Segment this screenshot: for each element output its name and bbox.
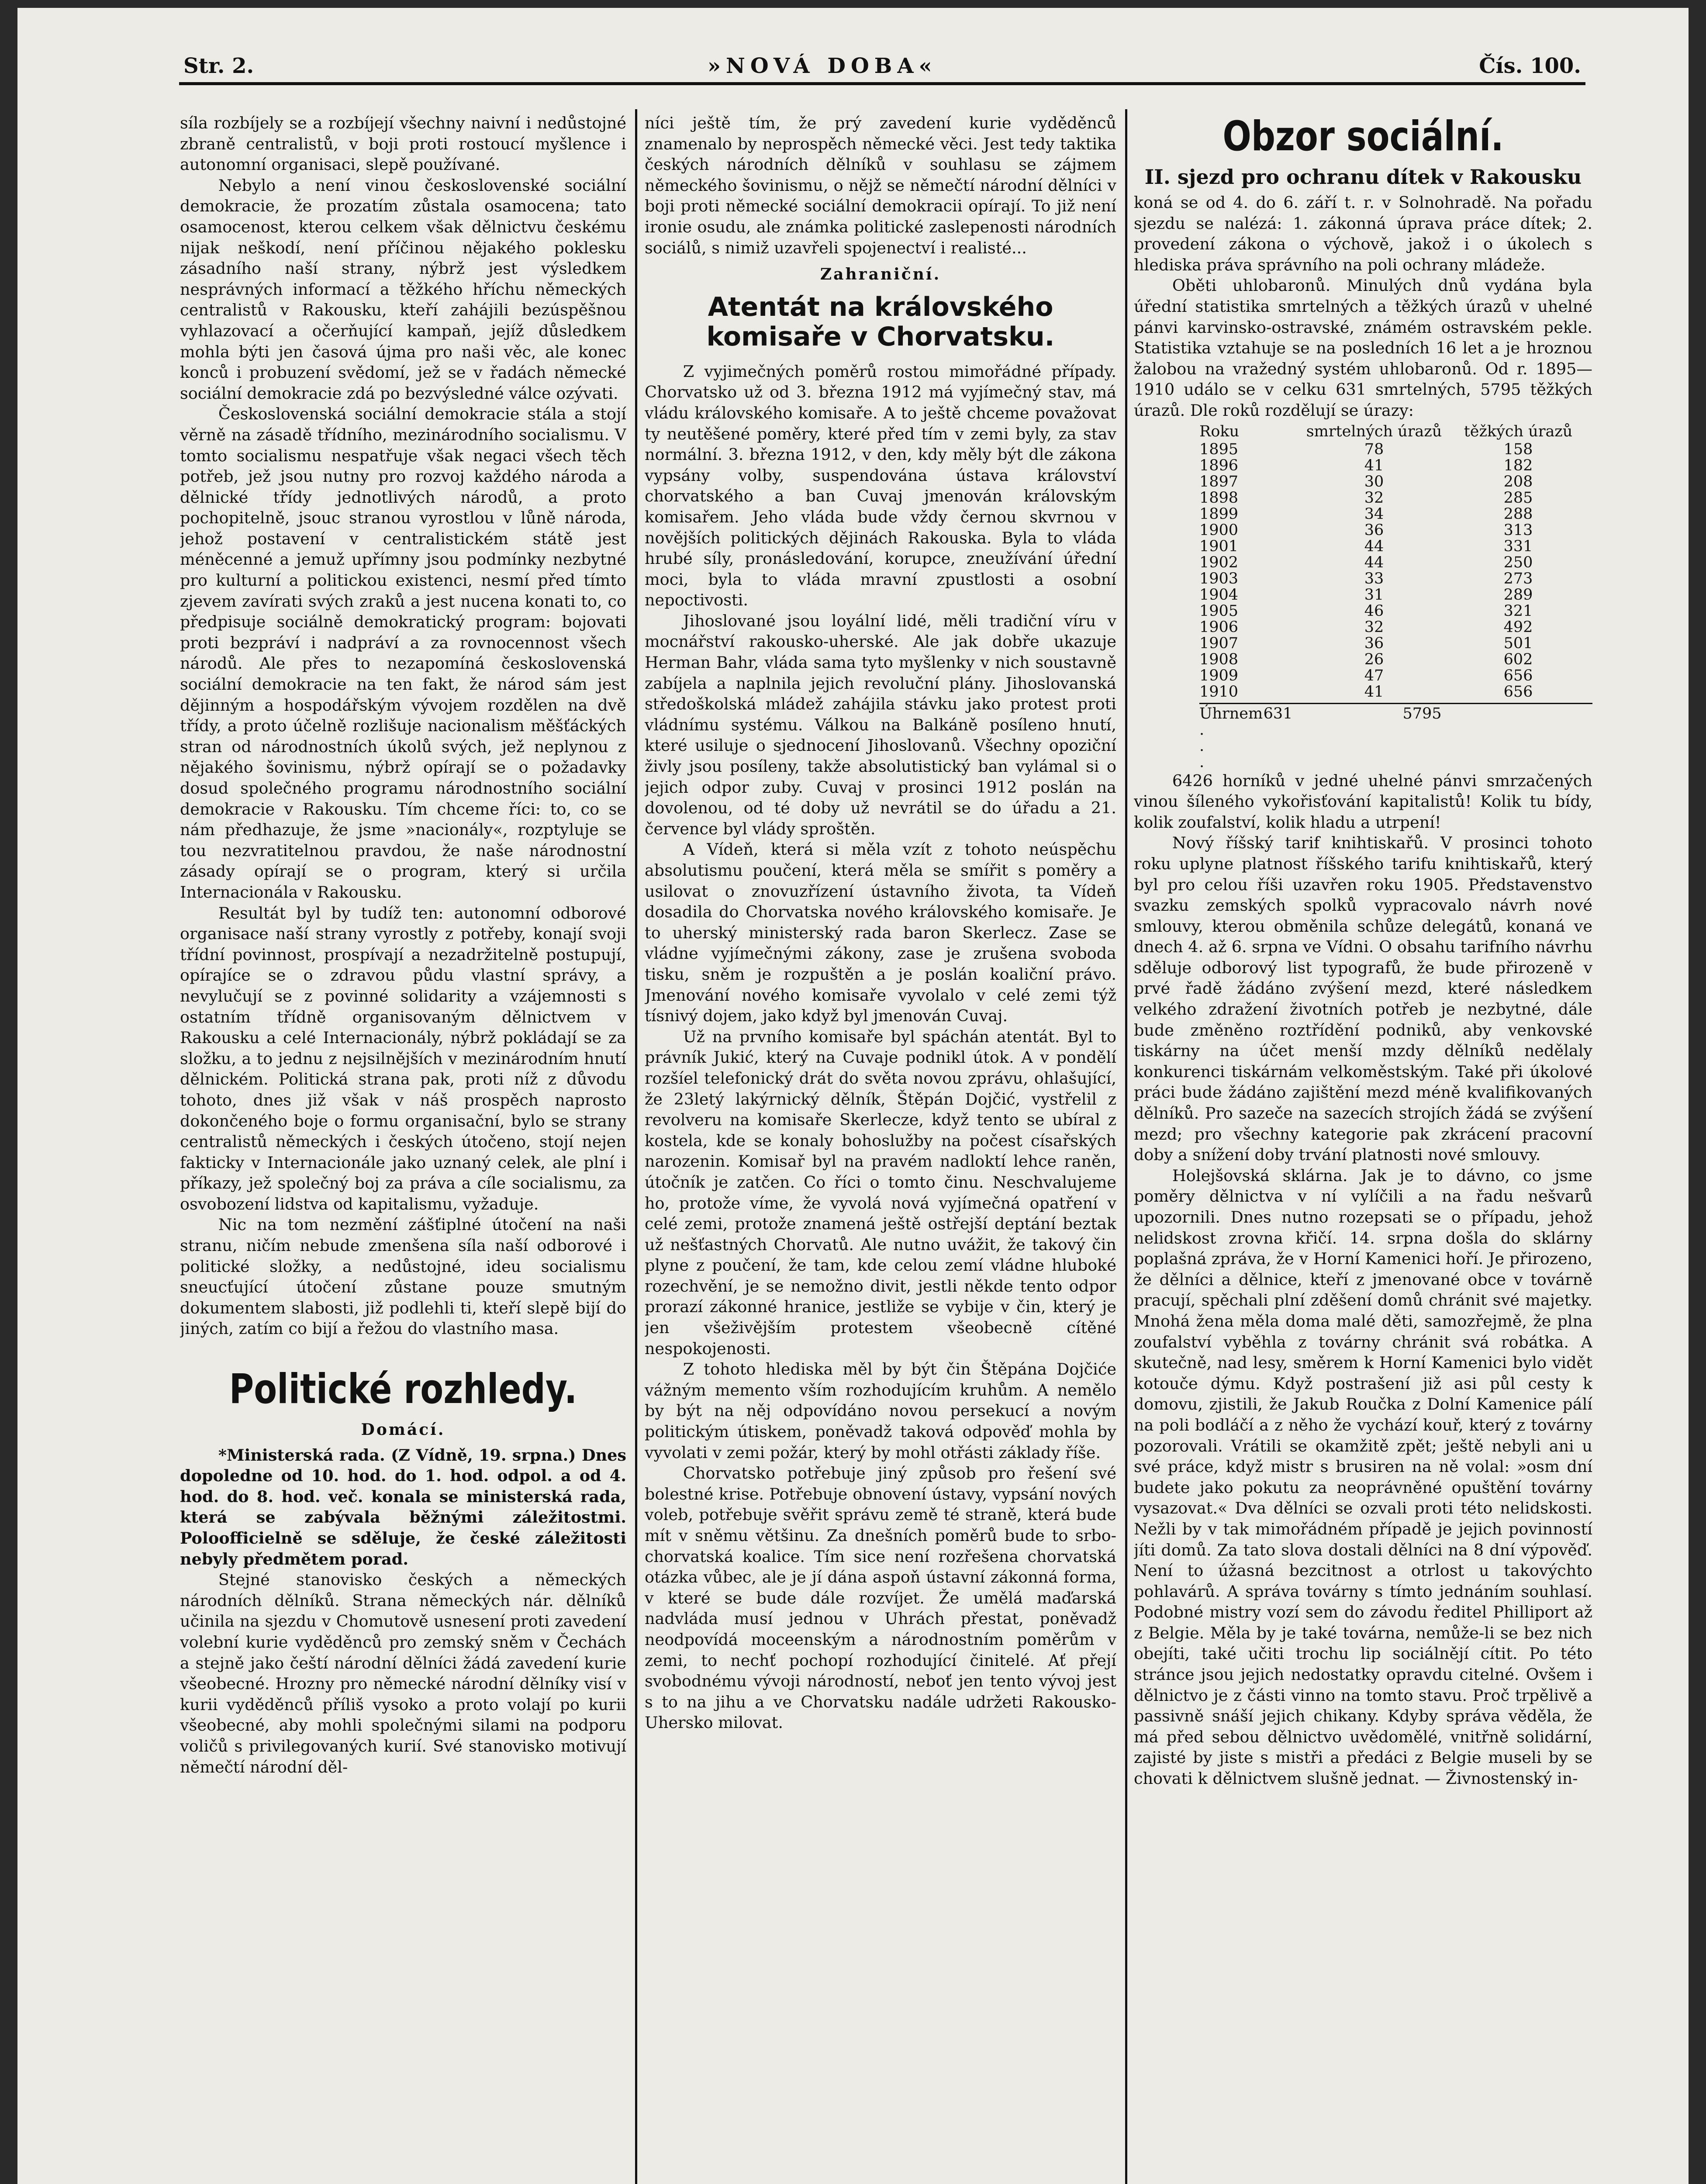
paragraph: Resultát byl by tudíž ten: autonomní odborové organisace naší strany vyrostly z potřeby, konají svoji třídní povinnost, prospívají a nezadržitelně postupují, opírajíce se o zdravou půdu vlastní správy, a nevylučují se z povinné solidarity a vzájemnosti s ostatním třídně organisovaným dělnictvem v Rakousku a celé Internacionály, nýbrž pokládají se za složku, a to jednu z nejsilnějších v mezinárodním hnutí dělnickém. Politická strana pak, proti níž z důvodu tohoto, dnes již však v náš prospěch naprosto dokončeného boje o formu organisační, bylo se strany centralistů německých i českých útočeno, stojí nejen fakticky v Internacionále jako uznaný celek, ale plní i příkazy, jež společný boj za práva a cíle socialismu, za osvobození lidstva od kapitalismu, vyžaduje.	[180, 903, 626, 1213]
column-left	[180, 113, 626, 2184]
cell-fatal: 34	[1364, 505, 1384, 523]
table-row	[1199, 668, 1592, 684]
cell-year: 1898	[1199, 489, 1239, 507]
cell-severe: 321	[1503, 602, 1533, 620]
cell-fatal: 26	[1364, 650, 1384, 668]
section-title: Politické rozhledy.	[229, 1365, 577, 1413]
cell-year: 1902	[1199, 553, 1239, 571]
paragraph: Nic na tom nezmění zášťiplné útočení na naši stranu, ničím nebude zmenšena síla naší odborové i politické složky, a nedůstojné, ideu socialismu sneucťující útočení zůstane pouze smutným dokumentem slabosti, již podlehli ti, kteří slepě bijí do jiných, zatím co bijí a řežou do vlastního masa.	[180, 1215, 626, 1338]
table-row	[1199, 458, 1592, 474]
issue-number: Čís. 100.	[1479, 54, 1581, 78]
cell-fatal: 33	[1364, 570, 1384, 587]
cell-year: 1905	[1199, 602, 1239, 620]
table-row	[1199, 571, 1592, 587]
cell-fatal: 36	[1364, 634, 1384, 652]
table-header	[1199, 424, 1592, 440]
paragraph: Chorvatsko potřebuje jiný způsob pro řešení své bolestné krise. Potřebuje obnovení ústavy, vypsání nových voleb, potřebuje svěřit správu země té straně, která bude mít v sněmu většinu. Za dnešních poměrů bude to srbo-chorvatská koalice. Tím sice není rozřešena chorvatská otázka vůbec, ale je jí dána aspoň ústavní zákonná forma, v které se bude dále rozvíjet. Že umělá maďarská nadvláda musí jednou v Uhrách přestat, poněvadž neodpovídá moceenským a národnostním poměrům v zemi, to nechť pochopí rozhodující činitelé. Ať přejí svobodnému vývoji národností, neboť jen tento vývoj jest s to na jihu a ve Chorvatsku nadále udržeti Rakousko-Uhersko milovat.	[645, 1464, 1116, 1732]
cell-severe: 273	[1503, 570, 1533, 587]
cell-year: 1897	[1199, 473, 1239, 491]
cell-year: 1895	[1199, 440, 1239, 458]
paragraph: koná se od 4. do 6. září t. r. v Solnohradě. Na pořadu sjezdu se nalézá: 1. zákonná úprava práce dítek; 2. provedení zákona o výchově, jakož i o úkolech s hlediska práva správního na poli ochrany mládeže.	[1134, 193, 1592, 274]
column-right	[1134, 113, 1592, 2184]
cell-severe: 285	[1503, 489, 1533, 507]
cell-severe: 182	[1503, 456, 1533, 474]
paragraph: Holejšovská sklárna. Jak je to dávno, co jsme poměry dělnictva v ní vylíčili a na řadu nešvarů upozornili. Dnes nutno rozepsati se o případu, jehož nelidskost zrovna křičí. 14. srpna došla do sklárny poplašná zpráva, že v Horní Kamenici hoří. Je přirozeno, že dělníci a dělnice, kteří z jmenované obce v továrně pracují, spěchali plní zděšení domů chránit své majetky. Mnohá žena měla doma malé děti, samozřejmě, že plna zoufalství vyběhla z továrny chránit svá robátka. A skutečně, nad lesy, směrem k Horní Kamenici bylo vidět kotouče dýmu. Když postrašení již asi půl cesty k domovu, zjistili, že Jakub Roučka z Dolní Kamenice pálí na poli bodláčí a z něho že vychází kouř, který z továrny pozorovali. Vrátili se okamžitě zpět; ještě nebyli ani u své práce, když mistr s brusiren na ně volal: »osm dní budete jako pokutu za neoprávněné opuštění továrny vysazovat.« Dva dělníci se ozvali proti této nelidskosti. Nežli by v tak mimořádném případě je jejich povinností jíti domů. Za tato slova dostali dělníci na 8 dní výpověď. Není to úžasná bezcitnost a otrlost u takovýchto pohlavárů. A správa továrny s tímto jednáním souhlasí. Podobné mistry vozí sem do závodu ředitel Philliport až z Belgie. Měla by je také továrna, nemůže-li se bez nich obejíti, také učiti trochu lip sociálnějí cítit. Po této stránce jsou jejich nedostatky opravdu citelné. Ovšem i dělnictvo je z části vinno na tomto stavu. Proč trpělivě a passivně snáší jejich chikany. Kdyby správa věděla, že má před sebou dělnictvo uvědomělé, vnitřně solidární, zajisté by jiste s mistři a předáci z Belgie museli by se chovati k dělnictvem slušně jednat. — Živnostenský in-	[1134, 1166, 1592, 1788]
cell-severe: 288	[1503, 505, 1533, 523]
table-row	[1199, 652, 1592, 668]
paragraph: Jihoslované jsou loyální lidé, měli tradiční víru v mocnářství rakousko-uherské. Ale jak dobře ukazuje Herman Bahr, vláda sama tyto myšlenky v nich soustavně zabíjela a naplnila jejich revoluční plány. Jihoslovanská středoškolská mládež zahájila stávku jako protest proti vládnímu systému. Válkou na Balkáně posíleno hnutí, které usiluje o sjednocení Jihoslovanů. Všechny opoziční živly jsou posíleny, takže absolutistický ban vylámal si o jejich odpor zuby. Cuvaj v prosinci 1912 poslán na dovolenou, od té doby už nevrátil se do úřadu a 21. července byl vlády sproštěn.	[645, 611, 1116, 838]
column-header: těžkých úrazů	[1464, 422, 1573, 440]
column-divider	[635, 109, 637, 2184]
column-middle	[645, 113, 1116, 2184]
cell-year: 1900	[1199, 521, 1239, 539]
accident-statistics-table	[1134, 424, 1592, 771]
cell-severe: 158	[1503, 440, 1533, 458]
paragraph: Československá sociální demokracie stála a stojí věrně na zásadě třídního, mezinárodního socialismu. V tomto socialismu nespatřuje však negaci všech těch potřeb, jež jsou nutny pro rozvoj každého národa a dělnické třídy jednotlivých národů, a proto pochopitelně, jsouc stranou vyrostlou v lůně národa, jehož postavení v centralistickém státě jest méněcenné a jemuž upřímny jsou podmínky nezbytné pro kulturní a politickou existenci, nesmí před tímto zjevem zavírati svých zraků a jest nucena konati to, co předpisuje sociálně demokratický program: bojovati proti bezpráví i nadpráví a za rovnocennost všech národů. Ale přes to nezapomíná československá sociální demokracie na ten fakt, že národ sám jest dějinným a hospodářským vývojem rozdělen na dvě třídy, a proto účelně rozlišuje nacionalism měšťáckých stran od národnostních úkolů svých, jež neplynou z nějakého šovinismu, nýbrž opírají se o požadavky dosud společného programu národnostního sociální demokracie v Rakousku. Tím chceme říci: to, co se nám předhazuje, že jsme »nacionály«, rozptyluje se tou nezvratitelnou pravdou, že naše národnostní zásady opírají se o program, který si určila Internacionála v Rakousku.	[180, 404, 626, 902]
table-row	[1199, 539, 1592, 555]
table-row	[1199, 684, 1592, 700]
cell-year: 1899	[1199, 505, 1239, 523]
cell-fatal: 78	[1364, 440, 1384, 458]
cell-year: 1901	[1199, 537, 1239, 555]
table-row	[1199, 636, 1592, 652]
newspaper-page	[17, 8, 1689, 2184]
table-total-row: Úhrnem . . . 631 5795	[1199, 703, 1592, 771]
table-row	[1199, 490, 1592, 506]
section-title: Obzor sociální.	[1223, 113, 1504, 160]
subheading: II. sjezd pro ochranu dítek v Rakousku	[1144, 165, 1582, 189]
cell-fatal: 46	[1364, 602, 1384, 620]
cell-year: 1909	[1199, 667, 1239, 684]
cell-year: 1907	[1199, 634, 1239, 652]
cell-fatal: 41	[1364, 683, 1384, 701]
table-row	[1199, 474, 1592, 490]
paragraph: Z tohoto hlediska měl by být čin Štěpána Dojčiće vážným memento vším rozhodujícím kruhům. A nemělo by být na něj odpovídáno novou persekucí a novým politickým útiskem, poněvadž taková odpověď mohla by vyvolati v zemi požár, který by mohl otřásti základy říše.	[645, 1360, 1116, 1462]
table-row	[1199, 587, 1592, 603]
cell-fatal: 47	[1364, 667, 1384, 684]
article-title: Atentát na královského komisaře v Chorvatsku.	[706, 291, 1055, 352]
newspaper-title: »NOVÁ DOBA«	[708, 54, 937, 78]
cell-fatal: 44	[1364, 553, 1384, 571]
cell-severe: 656	[1503, 683, 1533, 701]
paragraph: Nový říšský tarif knihtiskařů. V prosinci tohoto roku uplyne platnost říšského tarifu knihtiskařů, který byl pro celou říši uzavřen roku 1905. Představenstvo svazku zemských spolků vypracovalo návrh nové smlouvy, kterou obměnila schůze delegátů, konaná ve dnech 4. až 6. srpna ve Vídni. O obsahu tarifního návrhu sděluje odborový list typografů, že bude přirozeně v prvé řadě žádáno zvýšení mezd, které následkem velkého zdražení životních potřeb je nezbytné, dále bude změněno roztřídění podniků, aby venkovské tiskárny na účet menší mzdy dělníků nedělaly konkurenci tiskárnám velkoměstským. Také při úkolové práci bude žádáno zajištění mezd méně kvalifikovaných dělníků. Pro sazeče na sazecích strojích žádá se zvýšení mezd; pro všechny kategorie pak zkrácení pracovní doby a snížení doby trvání platnosti nové smlouvy.	[1134, 833, 1592, 1165]
section-subtitle: Domácí.	[361, 1420, 445, 1439]
header-rule	[179, 82, 1585, 85]
page-header	[183, 54, 1581, 84]
page-number: Str. 2.	[183, 54, 254, 78]
cell-severe: 289	[1503, 586, 1533, 604]
cell-fatal: 32	[1364, 618, 1384, 636]
cell-year: 1896	[1199, 456, 1239, 474]
cell-fatal: 32	[1364, 489, 1384, 507]
table-row	[1199, 442, 1592, 458]
cell-severe: 250	[1503, 553, 1533, 571]
cell-fatal: 44	[1364, 537, 1384, 555]
cell-severe: 208	[1503, 473, 1533, 491]
cell-severe: 331	[1503, 537, 1533, 555]
paragraph: Už na prvního komisaře byl spáchán atentát. Byl to právník Jukić, který na Cuvaje podnikl útok. A v pondělí rozšíel telefonický drát do světa novou zprávu, ohlašující, že 23letý lakýrnický dělník, Štěpán Dojčić, vystřelil z revolveru na komisaře Skerlecze, když tento se ubíral z kostela, kde se konaly bohoslužby na počest císařských narozenin. Komisař byl na pravém nadloktí lehce raněn, útočník je zatčen. Co říci o tomto činu. Neschvalujeme ho, protože víme, že vyvolá nová vyjímečná opatření v celé zemi, protože znamená ještě ostřejší deptání beztak už nešťastných Chorvatů. Ale nutno uvážit, že takový čin plyne z poučení, že tam, kde celou zemí vládne hluboké rozechvění, je se nemožno divit, jestli někde tento odpor prorazí zákonné hranice, jestliže se vybije v čin, který je jen všeživějším protestem všeobecně cítěné nespokojenosti.	[645, 1027, 1116, 1358]
cell-year: 1904	[1199, 586, 1239, 604]
paragraph: níci ještě tím, že prý zavedení kurie vyděděnců znamenalo by neprospěch německé věci. Jest tedy taktika českých národních dělníků v souhlasu se zájmem německého šovinismu, o nějž se němečtí národní dělníci v boji proti německé sociální demokracii opírají. To již není ironie osudu, ale známka politické zaslepenosti národních sociálů, s nimiž uzavřeli spojenectví i realisté...	[645, 114, 1116, 257]
total-fatal: 631	[1263, 705, 1293, 722]
paragraph: Nebylo a není vinou československé sociální demokracie, že prozatím zůstala osamocena; tato osamocenost, kterou celkem však dělnictvu českému nijak neškodí, není příčinou nějakého poklesku zásadního naší strany, nýbrž jest výsledkem nesprávných informací a těžkého hříchu německých centralistů v Rakousku, kteří zahájili bezúspěšnou vyhlazovací a očerňující kampaň, jejíž důsledkem mohla býti jen časová újma pro naši věc, ale konec konců i probuzení svědomí, jež se v řadách německé sociální demokracie zdá po bezvýsledné válce ozývati.	[180, 176, 626, 403]
cell-year: 1903	[1199, 570, 1239, 587]
paragraph: síla rozbíjely se a rozbíjejí všechny naivní i nedůstojné zbraně centralistů, v boji proti rostoucí myšlence i autonomní organisaci, slepě používané.	[180, 114, 626, 174]
paragraph: Stejné stanovisko českých a německých národních dělníků. Strana německých nár. dělníků učinila na sjezdu v Chomutově usnesení proti zavedení volební kurie vyděděnců pro zemský sněm v Čechách a stejně jako čeští národní dělníci žádá zavedení kurie všeobecné. Hrozny pro německé národní dělníky visí v kurii vyděděnců příliš vysoko a proto volají po kurii všeobecné, aby mohli společnými silami na podporu voličů s privilegovaných kurií. Své stanovisko motivují němečtí národní děl-	[180, 1570, 626, 1776]
cell-year: 1908	[1199, 650, 1239, 668]
cell-fatal: 36	[1364, 521, 1384, 539]
paragraph: 6426 horníků v jedné uhelné pánvi smrzačených vinou šíleného vykořisťování kapitalistů! Kolik tu bídy, kolik zoufalství, kolik hladu a utrpení!	[1134, 771, 1592, 832]
cell-severe: 602	[1503, 650, 1533, 668]
table-row	[1199, 522, 1592, 539]
column-header: Roku	[1199, 422, 1240, 440]
table-row	[1199, 506, 1592, 522]
section-subtitle: Zahraniční.	[820, 265, 941, 284]
paragraph: Z vyjimečných poměrů rostou mimořádné případy. Chorvatsko už od 3. března 1912 má vyjímečný stav, má vládu královského komisaře. A to ještě chceme považovat ty neutěšené poměry, které před tím v zemi byly, za stav normální. 3. března 1912, v den, kdy měly být dle zákona vypsány volby, suspendována ústava království chorvatského a ban Cuvaj jmenován královským komisařem. Jeho vláda bude vždy černou skvrnou v novějších politických dějinách Rakouska. Byla to vláda hrubé síly, pronásledování, korupce, zneužívání úřední moci, byla to vláda mravní zpustlosti a osobní nepoctivosti.	[645, 362, 1116, 610]
table-row	[1199, 555, 1592, 571]
cell-fatal: 31	[1364, 586, 1384, 604]
paragraph: Oběti uhlobaronů. Minulých dnů vydána byla úřední statistika smrtelných a těžkých úrazů v uhelné pánvi karvinsko-ostravské, známém ostravském pekle. Statistika vztahuje se na posledních 16 let a je hroznou žalobou na vražedný systém uhlobaronů. Od r. 1895—1910 událo se v celku 631 smrtelných, 5795 těžkých úrazů. Dle roků rozdělují se úrazy:	[1134, 276, 1592, 420]
cell-severe: 313	[1503, 521, 1533, 539]
cell-fatal: 30	[1364, 473, 1384, 491]
cell-year: 1910	[1199, 683, 1239, 701]
cell-severe: 656	[1503, 667, 1533, 684]
table-row	[1199, 603, 1592, 619]
paragraph: *Ministerská rada. (Z Vídně, 19. srpna.) Dnes dopoledne od 10. hod. do 1. hod. odpol. a od 4. hod. do 8. hod. več. konala se ministerská rada, která se zabývala běžnými záležitostmi. Poloofficielně se sděluje, že české záležitosti nebyly předmětem porad.	[180, 1445, 626, 1569]
cell-severe: 501	[1503, 634, 1533, 652]
cell-fatal: 41	[1364, 456, 1384, 474]
paragraph: A Vídeň, která si měla vzít z tohoto neúspěchu absolutismu poučení, která měla se smířit s poměry a usilovat o znovuzřízení ústavního života, ta Vídeň dosadila do Chorvatska nového královského komisaře. Je to uherský ministerský rada baron Skerlecz. Zase se vládne vyjímečnými zákony, zase je zrušena svoboda tisku, sněm je rozpuštěn a je poslán koaliční právo. Jmenování nového komisaře vyvolalo v celé zemi týž tísnivý dojem, jako když byl jmenován Cuvaj.	[645, 840, 1116, 1026]
column-header: smrtelných úrazů	[1306, 422, 1442, 440]
cell-year: 1906	[1199, 618, 1239, 636]
table-row	[1199, 619, 1592, 636]
column-divider	[1125, 109, 1127, 2184]
cell-severe: 492	[1503, 618, 1533, 636]
total-severe: 5795	[1402, 705, 1442, 722]
